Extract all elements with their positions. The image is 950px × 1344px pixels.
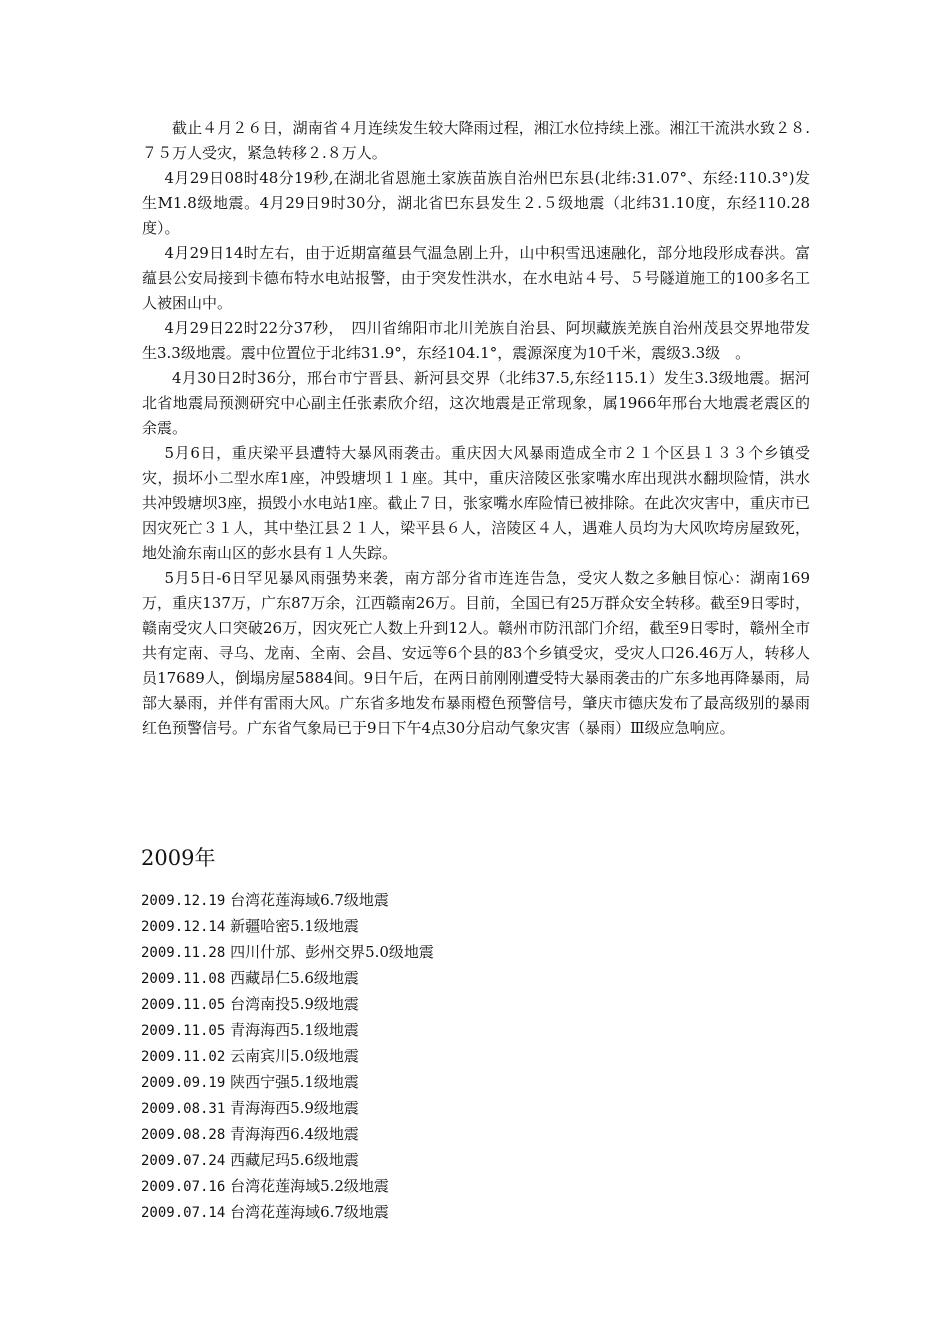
earthquake-date: 2009.08.31: [141, 1101, 226, 1117]
earthquake-date: 2009.08.28: [141, 1127, 226, 1143]
earthquake-date: 2009.12.14: [141, 919, 226, 935]
earthquake-description: 台湾南投5.9级地震: [230, 995, 359, 1013]
list-item: [141, 1018, 434, 1044]
list-item: [141, 914, 434, 940]
list-item: [141, 888, 434, 914]
list-item: [141, 1122, 434, 1148]
earthquake-description: 青海海西5.1级地震: [230, 1021, 359, 1039]
paragraph-beichuan-earthquake: 4月29日22时22分37秒， 四川省绵阳市北川羌族自治县、阿坝藏族羌族自治州茂县交界地带发生3.3级地震。震中位置位于北纬31.9°，东经104.1°，震源深度为10千米，震级3.3级 。: [142, 319, 810, 362]
earthquake-description: 台湾花莲海域6.7级地震: [230, 891, 389, 909]
earthquake-date: 2009.07.16: [141, 1179, 226, 1195]
earthquake-date: 2009.11.05: [141, 997, 226, 1013]
earthquake-date: 2009.11.02: [141, 1049, 226, 1065]
earthquake-date: 2009.12.19: [141, 893, 226, 909]
earthquake-description: 四川什邡、彭州交界5.0级地震: [230, 943, 434, 961]
list-item: [141, 1070, 434, 1096]
paragraph-xingtai-earthquake: 4月30日2时36分，邢台市宁晋县、新河县交界（北纬37.5,东经115.1）发生3.3级地震。据河北省地震局预测研究中心副主任张素欣介绍，这次地震是正常现象，属1966年邢台大地震老震区的余震。: [142, 369, 810, 437]
earthquake-date: 2009.07.14: [141, 1205, 226, 1221]
list-item: [141, 1174, 434, 1200]
paragraph-chongqing-storm: 5月6日，重庆梁平县遭特大暴风雨袭击。重庆因大风暴雨造成全市２１个区县１３３个乡镇受灾，损坏小二型水库1座，冲毁塘坝１１座。其中，重庆涪陵区张家嘴水库出现洪水翻坝险情，洪水共冲毁塘坝3座，损毁小水电站1座。截止７日，张家嘴水库险情已被排除。在此次灾害中，重庆市已因灾死亡３１人，其中垫江县２１人，梁平县６人，涪陵区４人，遇难人员均为大风吹垮房屋致死，地处渝东南山区的彭水县有１人失踪。: [142, 444, 810, 562]
list-item: [141, 966, 434, 992]
list-item: [141, 940, 434, 966]
earthquake-list: [141, 888, 434, 1226]
paragraph-hunan-flood: 截止４月２６日，湖南省４月连续发生较大降雨过程，湘江水位持续上涨。湘江干流洪水致２８.７５万人受灾，紧急转移２.８万人。: [142, 119, 810, 162]
earthquake-description: 台湾花莲海域5.2级地震: [230, 1177, 389, 1195]
paragraph-fuyun-flood: 4月29日14时左右，由于近期富蕴县气温急剧上升，山中积雪迅速融化，部分地段形成春洪。富蕴县公安局接到卡德布特水电站报警，由于突发性洪水，在水电站４号、５号隧道施工的100多名工人被困山中。: [142, 244, 810, 312]
list-item: [141, 1044, 434, 1070]
earthquake-description: 西藏尼玛5.6级地震: [230, 1151, 359, 1169]
list-item: [141, 1096, 434, 1122]
earthquake-description: 云南宾川5.0级地震: [230, 1047, 359, 1065]
earthquake-description: 新疆哈密5.1级地震: [230, 917, 359, 935]
earthquake-description: 青海海西6.4级地震: [230, 1125, 359, 1143]
list-item: [141, 1200, 434, 1226]
paragraph-badong-earthquake: 4月29日08时48分19秒,在湖北省恩施土家族苗族自治州巴东县(北纬:31.07°、东经:110.3°)发生M1.8级地震。4月29日9时30分，湖北省巴东县发生２.５级地震（北纬31.10度，东经110.28度）。: [142, 169, 810, 237]
year-heading: 2009年: [141, 846, 216, 870]
earthquake-description: 西藏昂仁5.6级地震: [230, 969, 359, 987]
earthquake-date: 2009.11.05: [141, 1023, 226, 1039]
earthquake-date: 2009.11.28: [141, 945, 226, 961]
paragraph-southern-storm: 5月5日-6日罕见暴风雨强势来袭，南方部分省市连连告急，受灾人数之多触目惊心：湖南169万，重庆137万，广东87万余，江西赣南26万。目前，全国已有25万群众安全转移。截至9日零时，赣南受灾人口突破26万，因灾死亡人数上升到12人。赣州市防汛部门介绍，截至9日零时，赣州全市共有定南、寻乌、龙南、全南、会昌、安远等6个县的83个乡镇受灾，受灾人口26.46万人，转移人员17689人，倒塌房屋5884间。9日午后，在两日前刚刚遭受特大暴雨袭击的广东多地再降暴雨，局部大暴雨，并伴有雷雨大风。广东省多地发布暴雨橙色预警信号，肇庆市德庆发布了最高级别的暴雨红色预警信号。广东省气象局已于9日下午4点30分启动气象灾害（暴雨）Ⅲ级应急响应。: [142, 569, 810, 737]
earthquake-date: 2009.09.19: [141, 1075, 226, 1091]
earthquake-date: 2009.07.24: [141, 1153, 226, 1169]
list-item: [141, 1148, 434, 1174]
earthquake-description: 青海海西5.9级地震: [230, 1099, 359, 1117]
earthquake-description: 陕西宁强5.1级地震: [230, 1073, 359, 1091]
earthquake-date: 2009.11.08: [141, 971, 226, 987]
news-body: [142, 116, 810, 741]
list-item: [141, 992, 434, 1018]
earthquake-description: 台湾花莲海域6.7级地震: [230, 1203, 389, 1221]
